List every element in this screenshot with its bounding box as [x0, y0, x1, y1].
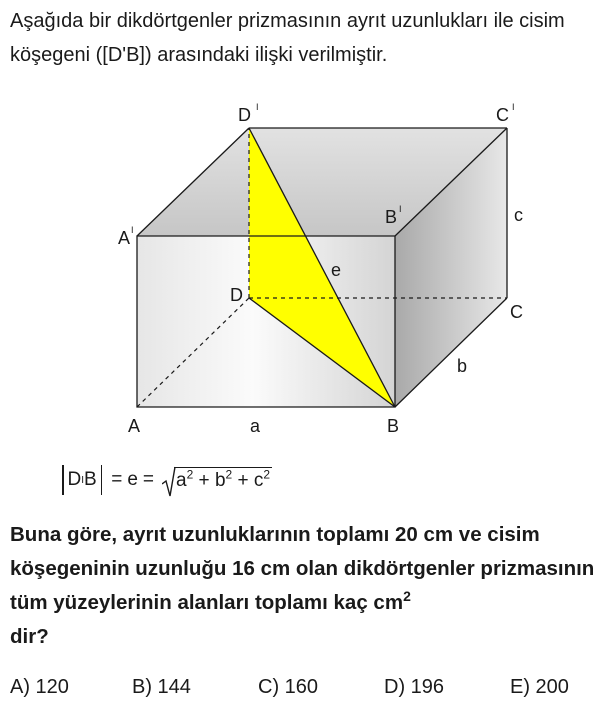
formula-a: a — [176, 470, 187, 492]
formula-equals-2: = — [142, 469, 154, 490]
formula-a-exp: 2 — [186, 467, 194, 482]
formula-plus-1: + — [198, 470, 210, 492]
prime-mark-a: I — [131, 225, 134, 235]
question-end: dir? — [10, 625, 49, 648]
radical-sign-icon — [162, 466, 176, 498]
vertex-label-c: C — [510, 302, 523, 322]
diagonal-formula — [58, 462, 272, 498]
vertex-label-d: D — [230, 285, 243, 305]
choice-b[interactable]: B) 144 — [132, 676, 191, 698]
formula-segment-start: D — [67, 469, 82, 490]
prime-mark-b: I — [399, 204, 402, 214]
formula-b: b — [214, 470, 226, 492]
choice-c[interactable]: C) 160 — [258, 676, 319, 698]
radicand — [174, 467, 272, 491]
prime-mark-d: I — [256, 102, 259, 112]
question-body — [10, 518, 616, 654]
choice-a[interactable]: A) 120 — [10, 676, 69, 698]
diagonal-label-e: e — [331, 260, 342, 280]
formula-e: e — [127, 469, 138, 490]
formula-c-exp: 2 — [263, 467, 271, 482]
vertex-label-b-prime: B — [385, 207, 398, 227]
choice-d[interactable]: D) 196 — [384, 676, 445, 698]
formula-c: c — [253, 470, 264, 492]
abs-bar-left — [62, 465, 64, 495]
abs-bar-right — [101, 465, 103, 495]
edge-label-b: b — [457, 356, 468, 376]
question-intro: Aşağıda bir dikdörtgenler prizmasının ayrıt uzunlukları ile cisim köşegeni ([D'B]) arasındaki ilişki verilmiştir. — [10, 10, 565, 66]
formula-plus-2: + — [237, 470, 249, 492]
square-root — [162, 468, 272, 492]
formula-segment-end: B — [84, 469, 97, 490]
formula-equals-1: = — [111, 469, 123, 490]
edge-label-a: a — [250, 416, 261, 436]
prime-mark-c: I — [512, 102, 515, 112]
edge-label-c: c — [514, 205, 523, 225]
vertex-label-d-prime: D — [238, 105, 251, 125]
question-unit-exponent: 2 — [403, 588, 411, 605]
formula-b-exp: 2 — [225, 467, 233, 482]
formula-prime: I — [81, 474, 85, 486]
vertex-label-a-prime: A — [118, 228, 131, 248]
vertex-label-b: B — [387, 416, 400, 436]
vertex-label-c-prime: C — [496, 105, 509, 125]
choice-e[interactable]: E) 200 — [510, 676, 569, 698]
vertex-label-a: A — [128, 416, 141, 436]
question-text: Buna göre, ayrıt uzunluklarının toplamı 20 cm ve cisim köşegeninin uzunluğu 16 cm olan dikdörtgenler prizmasının tüm yüzeylerinin alanları toplamı kaç cm — [10, 523, 595, 614]
